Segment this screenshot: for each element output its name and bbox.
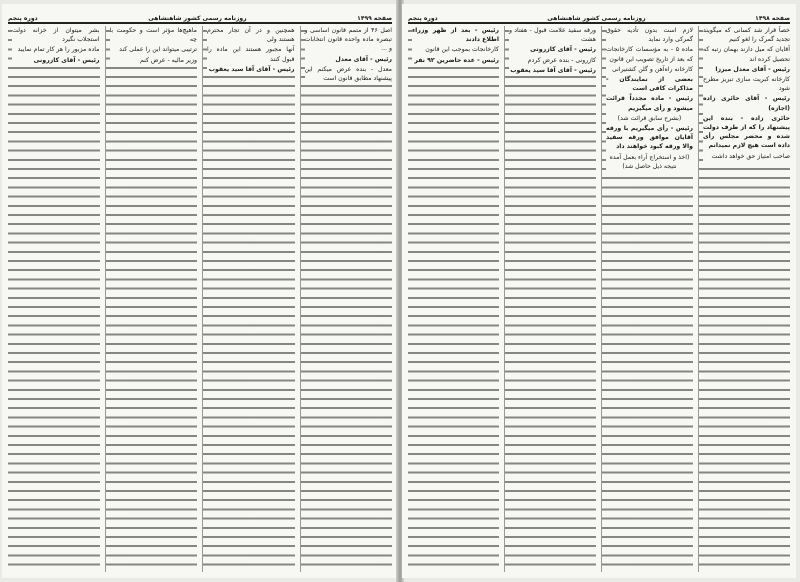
- paragraph: بشر میتوان از خزانه دولت استجلاب نگیرد: [12, 27, 100, 44]
- session-label: دوره پنجم: [408, 15, 438, 22]
- paragraph: آنها مجبور هستند این ماده را قبول کنند: [207, 46, 295, 63]
- paragraph: کارخانجات بموجب این قانون: [425, 46, 499, 54]
- paragraph: رئیس - آقای کازرونی: [530, 46, 596, 54]
- paragraph: کازرونی - بنده عرض کردم: [527, 56, 596, 64]
- paragraph: اصل ۴۶ از متمم قانون اساسی و تبصره ماده واحده قانون انتخابات و ...: [304, 27, 392, 53]
- paragraph: کارخانه کبریت سازی تبریز مطرح شود: [703, 76, 790, 93]
- session-label: دوره پنجم: [8, 15, 38, 22]
- page-number: صفحه ۱۴۹۸: [755, 15, 790, 22]
- text-columns: [408, 26, 790, 572]
- paragraph: رئیس - آقای کازرونی: [33, 56, 100, 64]
- paragraph: همچنین و در آن تجار محترم هستند ولی: [207, 27, 295, 44]
- paragraph: (بشرح سابق قرائت شد): [617, 114, 682, 122]
- paragraph: ماده ۵ - به مؤسسات کارخانجات که بعد از تاریخ تصویب این قانون: [606, 46, 693, 63]
- paragraph: معدل - بنده عرض میکنم این پیشنهاد مطابق قانون است: [304, 65, 392, 83]
- text-column: [504, 26, 596, 572]
- paragraph: رئیس - آقای آقا سید یعقوب: [510, 66, 596, 74]
- paragraph: رئیس - آقای معدل میرزا: [715, 65, 790, 73]
- text-columns: [8, 26, 392, 572]
- text-column: [300, 26, 393, 572]
- paragraph: خصاً قرار شد کسانی که میگویند تجدید گمرک را لغو کنیم: [703, 27, 790, 44]
- paragraph: وزیر مالیه - عرض کنم: [140, 56, 197, 64]
- paragraph: ورقه سفید علامت قبول - هفتاد و هشت: [509, 27, 596, 44]
- paragraph: رئیس - آقای آقا سید یعقوب: [208, 65, 295, 73]
- text-column: [105, 26, 198, 572]
- newspaper-page-right: [402, 4, 796, 578]
- newspaper-page-left: [2, 4, 398, 578]
- page-header: [408, 8, 790, 24]
- text-column: [202, 26, 295, 572]
- newspaper-title: روزنامه رسمی کشور شاهنشاهی: [148, 15, 247, 22]
- paragraph: رئیس - ماده مجدداً قرائت میشود و رأی میگیریم: [606, 95, 693, 112]
- paragraph: لازم است بدون تأدیه حقوق گمرکی وارد نماید: [606, 27, 693, 44]
- page-number: صفحه ۱۴۹۹: [357, 15, 392, 22]
- paragraph: رئیس - آقای معدل: [335, 55, 392, 63]
- paragraph: رئیس - رأی میگیریم با ورقه آقایان موافق ورقه سفید والا ورقه کبود خواهند داد: [606, 125, 693, 151]
- paragraph: رئیس - آقای حائری زاده (اجازه): [703, 95, 790, 112]
- paragraph: رئیس - بعد از ظهر وزراء اطلاع دادند: [412, 27, 499, 44]
- paragraph: ماده مزبور را هر کار تمام نمایید: [17, 46, 100, 54]
- paragraph: آقایان که میل دارند بهمان رتبه که تحصیل کرده اند: [703, 46, 790, 63]
- paragraph: صاحب امتیاز حق خواهد داشت: [711, 152, 790, 160]
- text-column: [601, 26, 693, 572]
- page-header: [8, 8, 392, 24]
- paragraph: ترتیبی میتواند این را عملی کند: [119, 46, 197, 54]
- text-column: [698, 26, 790, 572]
- text-column: [408, 26, 499, 572]
- paragraph: بعضی از نمایندگان - مذاکرات کافی است: [606, 76, 693, 93]
- paragraph: حائری زاده - بنده این پیشنهاد را که از طرف دولت شده و محضر مجلس رأی داده است هیچ لازم نمیدانم: [703, 114, 790, 150]
- paragraph: رئیس - عده حاضرین ۹۲ نفر: [414, 56, 499, 64]
- paragraph: کارخانه راه‌آهن و گلن کشتیرانی: [612, 65, 693, 73]
- newspaper-title: روزنامه رسمی کشور شاهنشاهی: [547, 15, 646, 22]
- paragraph: (اخذ و استخراج آراء بعمل آمده نتیجه ذیل حاصل شد): [609, 153, 690, 170]
- text-column: [8, 26, 100, 572]
- paragraph: ماهیچ‌ها مؤثر است و حکومت با چه: [109, 27, 197, 44]
